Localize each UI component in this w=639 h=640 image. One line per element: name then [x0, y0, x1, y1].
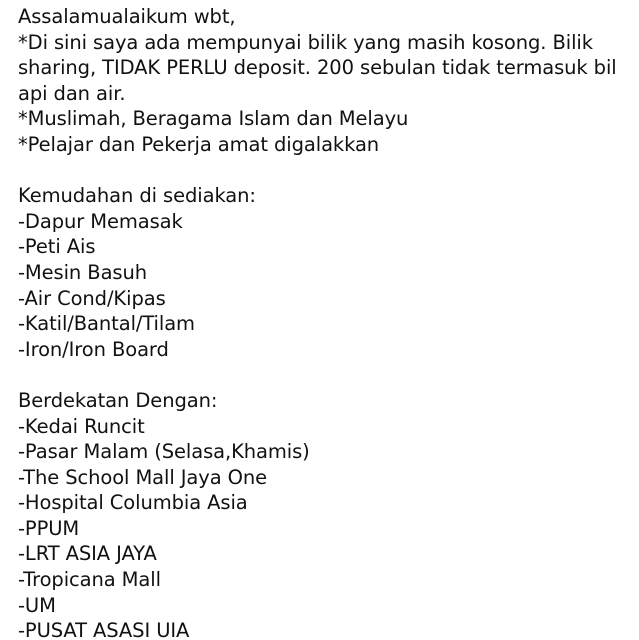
facility-item-fridge: -Peti Ais — [18, 235, 96, 259]
section-spacer — [18, 158, 633, 184]
facility-item-iron-board: -Iron/Iron Board — [18, 337, 169, 361]
post-body-text — [18, 4, 633, 640]
muslimah-requirement-line: *Muslimah, Beragama Islam dan Melayu — [18, 107, 409, 131]
nearby-item-ppum: -PPUM — [18, 516, 80, 540]
facility-item-bed-set: -Katil/Bantal/Tilam — [18, 312, 195, 336]
students-workers-line: *Pelajar dan Pekerja amat digalakkan — [18, 132, 380, 156]
facility-item-kitchen: -Dapur Memasak — [18, 209, 183, 233]
section-spacer — [18, 362, 633, 388]
nearby-item-pusat-asasi-uia: -PUSAT ASASI UIA — [18, 619, 190, 640]
facility-item-aircon-fan: -Air Cond/Kipas — [18, 286, 166, 310]
nearby-heading: Berdekatan Dengan: — [18, 388, 218, 412]
nearby-item-tropicana-mall: -Tropicana Mall — [18, 568, 161, 592]
nearby-item-um: -UM — [18, 593, 56, 617]
nearby-item-hospital: -Hospital Columbia Asia — [18, 491, 248, 515]
greeting-line: Assalamualaikum wbt, — [18, 5, 236, 28]
nearby-item-grocery: -Kedai Runcit — [18, 414, 145, 438]
room-availability-line: *Di sini saya ada mempunyai bilik yang masih kosong. Bilik sharing, TIDAK PERLU deposit. 200 sebulan tidak termasuk bil api dan air. — [18, 30, 617, 105]
nearby-item-lrt: -LRT ASIA JAYA — [18, 542, 157, 566]
facility-item-washing-machine: -Mesin Basuh — [18, 260, 147, 284]
facilities-heading: Kemudahan di sediakan: — [18, 184, 256, 208]
nearby-item-school-mall: -The School Mall Jaya One — [18, 465, 268, 489]
nearby-item-night-market: -Pasar Malam (Selasa,Khamis) — [18, 440, 310, 464]
